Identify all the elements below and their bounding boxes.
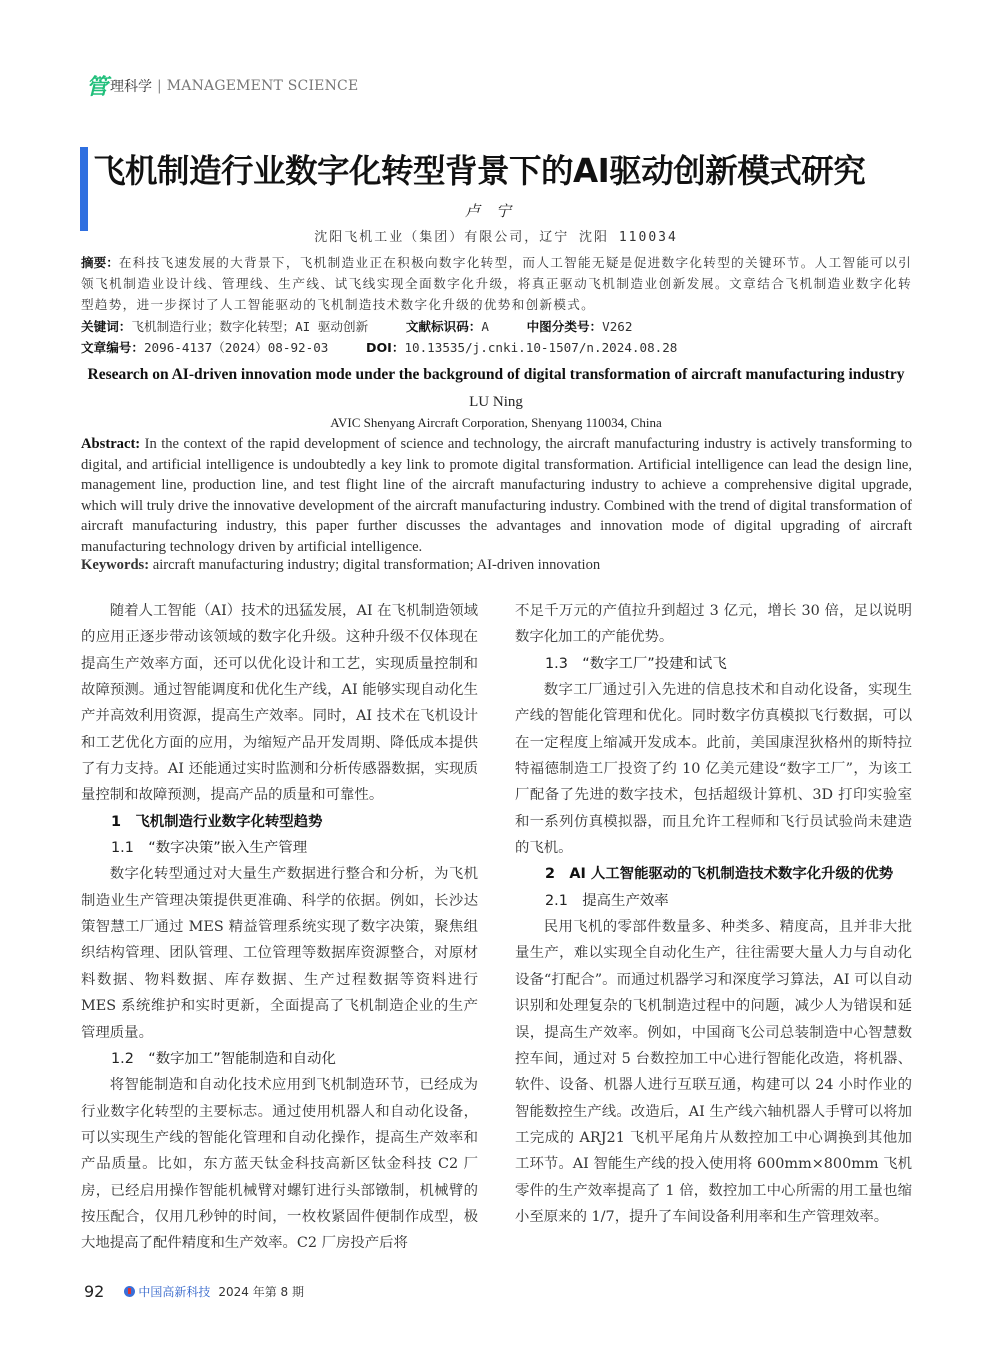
journal-name: 中国高新科技 [138, 1285, 211, 1299]
section-heading: 1.1 “数字决策”嵌入生产管理 [111, 840, 308, 857]
body-paragraph: 数字化转型通过对大量生产数据进行整合和分析，为飞机制造业生产管理决策提供更准确、科学的依据。例如，长沙达策智慧工厂通过 MES 精益管理系统实现了数字决策，聚焦组织结构管理、团队管理、工位管理等数据库资源整合，对原材料数据、物料数据、库存数据、生产过程数据等资料进行 MES 系统维护和实时更新，全面提高了飞机制造企业的生产管理质量。 [81, 866, 478, 1041]
english-affiliation: AVIC Shenyang Aircraft Corporation, Shenyang 110034, China [330, 415, 662, 430]
section-name-cn: 理科学 [110, 78, 153, 95]
english-keywords [81, 557, 600, 574]
clc-label: 中图分类号： [526, 319, 603, 334]
abstract-cn [81, 252, 912, 315]
keywords: 飞机制造行业；数字化转型；AI 驱动创新 [131, 319, 369, 334]
paper-title: 飞机制造行业数字化转型背景下的AI驱动创新模式研究 [93, 152, 866, 190]
abstract-label: 摘要： [81, 255, 119, 270]
journal-logo-icon [124, 1286, 135, 1297]
body-column-left [81, 598, 478, 1257]
author: 卢宁 [464, 202, 527, 220]
section-heading: 2.1 提高生产效率 [545, 892, 669, 909]
body-paragraph: 随着人工智能（AI）技术的迅猛发展，AI 在飞机制造领域的应用正逐步带动该领域的数字化升级。这种升级不仅体现在提高生产效率方面，还可以优化设计和工艺，实现质量控制和故障预测。通过智能调度和优化生产线，AI 能够实现自动化生产并高效利用资源，提高生产效率。同时，AI 技术在飞机设计和工艺优化方面的应用，为缩短产品开发周期、降低成本提供了有力支持。AI 还能通过实时监测和分析传感器数据，实现质量控制和故障预测，提高产品的质量和可靠性。 [81, 603, 478, 804]
running-header [86, 70, 358, 101]
english-abstract-text: In the context of the rapid development of science and technology, the aircraft manufacturing industry is actively transforming to digital, and artificial intelligence is undoubtedly a key link to promote digital transformation. Artificial intelligence can lead the design line, management line, production line, and test flight line of the aircraft manufacturing industry to achieve a comprehensive digital upgrade, which will truly drive the innovative development of the aircraft manufacturing industry. Combined with the trend of digital transformation of aircraft manufacturing industry, this paper further discusses the advantages and innovation mode of digital upgrading of aircraft manufacturing technology driven by artificial intelligence. [81, 436, 912, 555]
english-keywords-text: aircraft manufacturing industry; digital transformation; AI-driven innovation [152, 557, 601, 573]
article-number-line [81, 337, 707, 356]
article-no-label: 文章编号： [81, 340, 144, 355]
body-column-right [515, 598, 912, 1230]
doc-code-label: 文献标识码： [405, 319, 482, 334]
doi-label: DOI： [365, 340, 405, 355]
english-author: LU Ning [469, 394, 523, 410]
header-separator: | [157, 77, 162, 94]
page-footer [84, 1282, 304, 1301]
body-paragraph: 数字工厂通过引入先进的信息技术和自动化设备，实现生产线的智能化管理和优化。同时数字仿真模拟飞行数据，可以在一定程度上缩减开发成本。此前，美国康涅狄格州的斯特拉特福德制造工厂投资了约 10 亿美元建设“数字工厂”，为该工厂配备了先进的数字技术，包括超级计算机、3D 打印实验室和一系列仿真模拟器，而且允许工程师和飞行员试验尚未建造的飞机。 [515, 682, 912, 857]
english-keywords-label: Keywords: [81, 557, 150, 573]
doc-code: A [481, 319, 489, 334]
section-heading: 1.3 “数字工厂”投建和试飞 [545, 655, 727, 672]
doi: 10.13535/j.cnki.10-1507/n.2024.08.28 [404, 340, 678, 355]
body-paragraph: 将智能制造和自动化技术应用到飞机制造环节，已经成为行业数字化转型的主要标志。通过使用机器人和自动化设备，可以实现生产线的智能化管理和自动化操作，提高生产效率和产品质量。比如，东方蓝天钛金科技高新区钛金科技 C2 厂房，已经启用操作智能机械臂对螺钉进行头部镦制，机械臂的按压配合，仅用几秒钟的时间，一枚枚紧固件便制作成型，极大地提高了配件精度和生产效率。C2 厂房投产后将 [81, 1077, 478, 1252]
english-title: Research on AI-driven innovation mode under the background of digital transformation of aircraft manufacturing industry [87, 366, 905, 383]
body-paragraph: 民用飞机的零部件数量多、种类多、精度高，且并非大批量生产，难以实现全自动化生产，往往需要大量人力与自动化设备“打配合”。而通过机器学习和深度学习算法，AI 可以自动识别和处理复杂的飞机制造过程中的问题，减少人为错误和延误，提高生产效率。例如，中国商飞公司总装制造中心智慧数控车间，通过对 5 台数控加工中心进行智能化改造，将机器、软件、设备、机器人进行互联互通，构建可以 24 小时作业的智能数控生产线。改造后，AI 生产线六轴机器人手臂可以将加工完成的 ARJ21 飞机平尾角片从数控加工中心调换到其他加工环节。AI 智能生产线的投入使用将 600mm×800mm 飞机零件的生产效率提高了 1 倍，数控加工中心所需的用工量也缩小至原来的 1/7，提升了车间设备利用率和生产管理效率。 [515, 919, 912, 1225]
affiliation: 沈阳飞机工业（集团）有限公司，辽宁 沈阳 110034 [314, 230, 678, 245]
english-abstract [81, 434, 912, 558]
keywords-label: 关键词： [81, 319, 132, 334]
abstract-text: 在科技飞速发展的大背景下，飞机制造业正在积极向数字化转型，而人工智能无疑是促进数字化转型的关键环节。人工智能可以引领飞机制造业设计线、管理线、生产线、试飞线实现全面数字化升级，将真正驱动飞机制造业创新发展。文章结合飞机制造业数字化转型趋势，进一步探讨了人工智能驱动的飞机制造技术数字化升级的优势和创新模式。 [81, 255, 913, 312]
section-name-en: MANAGEMENT SCIENCE [166, 77, 359, 94]
article-no: 2096-4137（2024）08-92-03 [143, 340, 329, 355]
section-heading: 1 飞机制造行业数字化转型趋势 [111, 813, 323, 830]
keywords-line [81, 316, 662, 335]
section-heading: 2 AI 人工智能驱动的飞机制造技术数字化升级的优势 [545, 866, 894, 883]
clc: V262 [602, 319, 633, 334]
section-heading: 1.2 “数字加工”智能制造和自动化 [111, 1050, 336, 1067]
english-abstract-label: Abstract: [81, 436, 141, 452]
page-number: 92 [84, 1282, 105, 1301]
section-logo: 管 [86, 74, 109, 100]
issue: 2024 年第 8 期 [218, 1285, 304, 1299]
body-paragraph: 不足千万元的产值拉升到超过 3 亿元，增长 30 倍，足以说明数字化加工的产能优势。 [515, 603, 912, 646]
